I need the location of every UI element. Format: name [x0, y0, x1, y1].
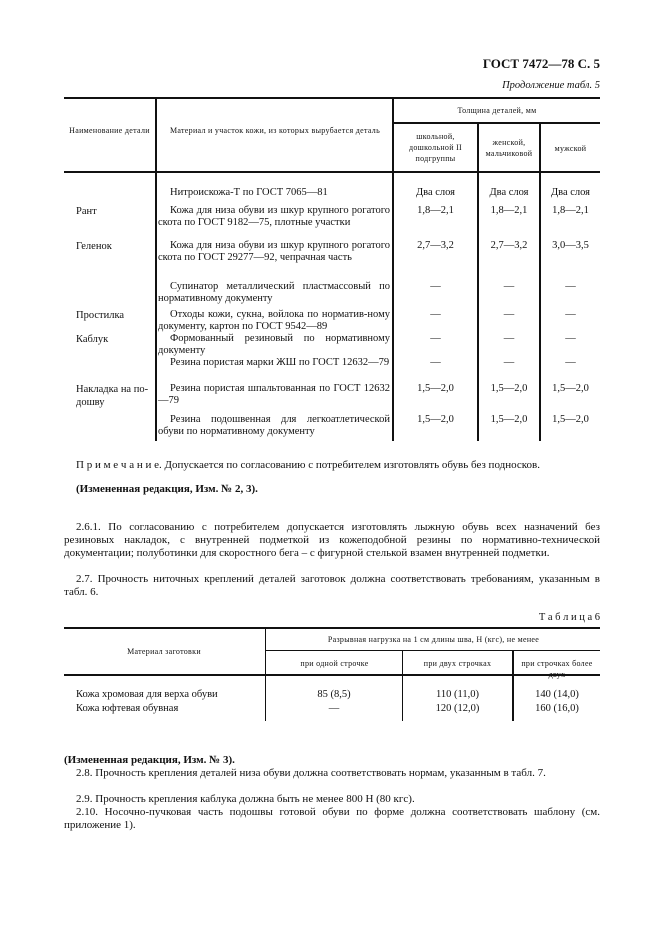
part-name: Каблук [76, 334, 109, 345]
amendment-note-1: (Измененная редакция, Изм. № 2, 3). [76, 483, 258, 495]
page-header: ГОСТ 7472—78 С. 5 [482, 56, 600, 71]
note: П р и м е ч а н и е. Допускается по согласованию с потребителем изготовлять обувь без подносков. [76, 459, 540, 471]
thickness-value: 2,7—3,2 [417, 240, 454, 251]
thickness-value: — [503, 357, 515, 368]
table-continuation: Продолжение табл. 5 [502, 80, 600, 91]
col-header-material: Материал заготовки [127, 647, 201, 656]
col-header-more: при строчках более двух [521, 659, 593, 679]
thickness-value: 1,8—2,1 [490, 205, 528, 216]
thickness-value: 1,5—2,0 [552, 383, 589, 394]
load-value: — [328, 703, 340, 714]
thickness-value: Два слоя [415, 187, 456, 198]
table-row-material: Кожа юфтевая обувная [76, 703, 179, 714]
col-header-material: Материал и участок кожи, из которых вырубается деталь [169, 126, 381, 135]
thickness-value: — [565, 333, 576, 344]
part-name: Геленок [76, 241, 112, 252]
thickness-value: 1,5—2,0 [417, 414, 454, 425]
load-value: 120 (12,0) [435, 703, 480, 714]
part-material: Резина пористая марки ЖШ по ГОСТ 12632—79 [170, 357, 390, 368]
thickness-value: — [565, 281, 576, 292]
load-value: 160 (16,0) [535, 703, 579, 714]
part-material: Супинатор металлический пластмассовый по нормативному документу [158, 281, 390, 304]
paragraph-2-9: 2.9. Прочность крепления каблука должна быть не менее 800 Н (80 кгс). [76, 793, 415, 805]
col-header-school: школьной, дошкольной II подгруппы [408, 132, 463, 163]
part-material: Нитроискожа-Т по ГОСТ 7065—81 [170, 187, 328, 198]
part-material: Кожа для низа обуви из шкур крупного рогатого скота по ГОСТ 29277—92, чепрачная часть [158, 240, 390, 263]
thickness-value: — [430, 309, 441, 320]
load-value: 85 (8,5) [317, 689, 351, 700]
part-material: Резина подошвенная для легкоатлетической обуви по нормативному документу [158, 414, 390, 437]
part-material: Кожа для низа обуви из шкур крупного рогатого скота по ГОСТ 9182—75, плотные участки [158, 205, 390, 228]
thickness-value: 1,5—2,0 [552, 414, 589, 425]
thickness-value: — [430, 357, 441, 368]
thickness-value: — [503, 333, 515, 344]
part-material: Формованный резиновый по нормативному документу [158, 333, 390, 356]
paragraph-2-8: 2.8. Прочность крепления деталей низа обуви должна соответствовать нормам, указанным в табл. 7. [76, 767, 546, 779]
thickness-value: — [565, 309, 576, 320]
table-6-caption: Т а б л и ц а 6 [538, 612, 600, 623]
col-header-two: при двух строчках [423, 659, 492, 668]
thickness-value: 3,0—3,5 [552, 240, 589, 251]
thickness-value: 1,8—2,1 [552, 205, 589, 216]
part-name: Рант [76, 206, 97, 217]
thickness-value: 1,5—2,0 [490, 383, 528, 394]
col-header-load: Разрывная нагрузка на 1 см длины шва, Н (кгс), не менее [327, 635, 540, 644]
paragraph-2-6-1: 2.6.1. По согласованию с потребителем допускается изготовлять лыжную обувь всех назначений без резиновых накладок, с внутренней подметкой из кожеподобной резины по нормативно-технической документации; полуботинки для скоростного бега – с фигурной стелькой взамен внутренней подметки. [64, 521, 600, 559]
thickness-value: 1,5—2,0 [417, 383, 454, 394]
load-value: 140 (14,0) [535, 689, 579, 700]
thickness-value: — [503, 281, 515, 292]
part-material: Резина пористая шпальтованная по ГОСТ 12632—79 [158, 383, 390, 406]
col-header-name: Наименование детали [69, 126, 150, 135]
thickness-value: Два слоя [489, 187, 529, 198]
part-name: Накладка на по-дошву [76, 384, 149, 408]
load-value: 110 (11,0) [436, 689, 479, 700]
thickness-value: Два слоя [550, 187, 591, 198]
paragraph-2-7: 2.7. Прочность ниточных креплений деталей заготовок должна соответствовать требованиям, указанным в табл. 6. [64, 573, 600, 598]
part-material: Отходы кожи, сукна, войлока по норматив-ному документу, картон по ГОСТ 9542—89 [158, 309, 390, 332]
col-header-one: при одной строчке [300, 659, 369, 668]
thickness-value: 1,8—2,1 [417, 205, 454, 216]
table-row-material: Кожа хромовая для верха обуви [76, 689, 218, 700]
paragraph-2-10: 2.10. Носочно-пучковая часть подошвы готовой обуви по форме должна соответствовать шаблону (см. приложение 1). [64, 806, 600, 831]
part-name: Простилка [76, 310, 125, 321]
col-header-men: мужской [554, 144, 587, 153]
thickness-value: 1,5—2,0 [490, 414, 528, 425]
amendment-note-2: (Измененная редакция, Изм. № 3). [64, 754, 235, 766]
thickness-value: — [503, 309, 515, 320]
col-header-women: женской, мальчиковой [485, 138, 533, 158]
thickness-value: — [430, 281, 441, 292]
col-header-thickness: Толщина деталей, мм [457, 106, 537, 115]
thickness-value: — [565, 357, 576, 368]
thickness-value: 2,7—3,2 [490, 240, 528, 251]
thickness-value: — [430, 333, 441, 344]
